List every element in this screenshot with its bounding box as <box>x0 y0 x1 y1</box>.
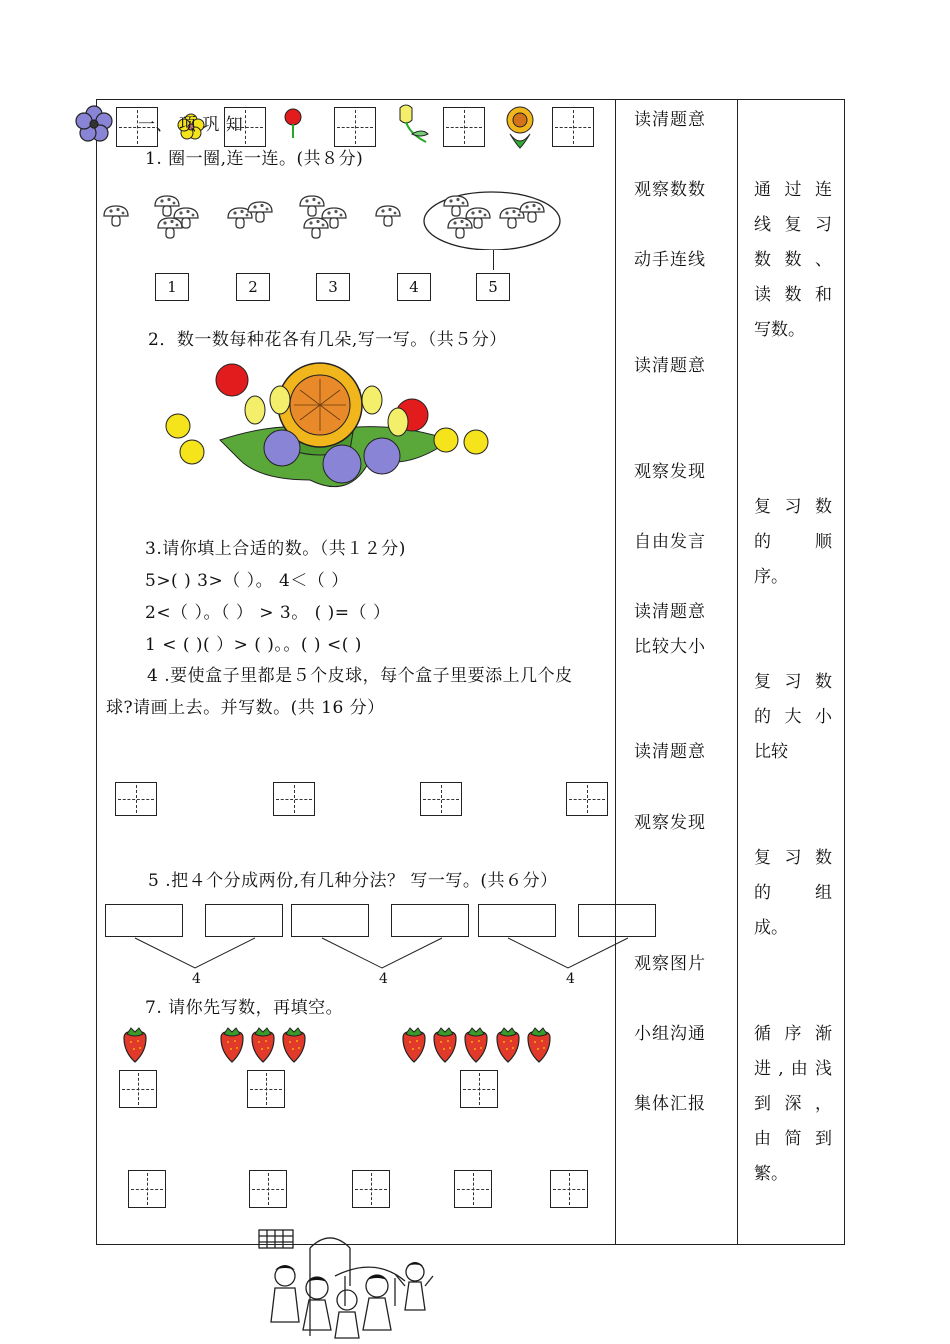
number-box-4[interactable]: 4 <box>397 273 431 301</box>
write-box[interactable] <box>420 782 462 816</box>
split-box[interactable] <box>291 904 369 937</box>
write-box[interactable] <box>128 1170 166 1208</box>
q5-prompt: 5 .把４个分成两份,有几种分法？ 写一写。(共６分） <box>148 871 558 891</box>
strawberry-rows <box>118 1026 558 1066</box>
number-box-5[interactable]: 5 <box>476 273 510 301</box>
q4-prompt-line1: 4 .要使盒子里都是５个皮球，每个盒子里要添上几个皮 <box>147 666 573 686</box>
column-divider-2 <box>737 99 738 1245</box>
q2-prompt: 2．数一数每种花各有几朵,写一写。（共５分） <box>148 330 507 350</box>
split-box[interactable] <box>478 904 556 937</box>
split-box[interactable] <box>105 904 183 937</box>
section-title: 一、 项 巩 知 <box>138 115 244 135</box>
connector-line <box>493 250 494 270</box>
write-box[interactable] <box>224 107 266 147</box>
activity: 观察发现 <box>634 813 706 833</box>
number-box-1[interactable]: 1 <box>155 273 189 301</box>
strawberry-icon <box>124 1028 146 1062</box>
write-box[interactable] <box>460 1070 498 1108</box>
q3-prompt: 3.请你填上合适的数。（共１２分) <box>145 539 406 559</box>
objective-2: 复习数 的 顺 序。 <box>754 497 832 587</box>
activity: 集体汇报 <box>634 1094 706 1114</box>
activity: 读清题意 <box>634 110 706 130</box>
activity: 观察数数 <box>634 180 706 200</box>
split-connector-lines <box>100 935 660 975</box>
q3-row-3[interactable]: 1 < ( )( ）> ( )。。( ) <( ) <box>145 635 362 655</box>
write-box[interactable] <box>273 782 315 816</box>
write-box[interactable] <box>334 107 376 147</box>
write-box[interactable] <box>550 1170 588 1208</box>
q3-row-1[interactable]: 5>( ) 3>（ ）。 4＜（ ） <box>145 571 349 591</box>
split-box[interactable] <box>578 904 656 937</box>
write-box[interactable] <box>247 1070 285 1108</box>
flower-red-icon <box>282 108 304 138</box>
activity: 读清题意 <box>634 356 706 376</box>
write-box[interactable] <box>119 1070 157 1108</box>
activity: 动手连线 <box>634 250 706 270</box>
column-divider-1 <box>615 99 616 1245</box>
number-box-2[interactable]: 2 <box>236 273 270 301</box>
activity: 读清题意 <box>634 602 706 622</box>
split-total-3: 4 <box>566 971 575 987</box>
split-total-2: 4 <box>379 971 388 987</box>
flower-purple-icon <box>74 104 114 144</box>
split-box[interactable] <box>205 904 283 937</box>
activity: 自由发言 <box>634 532 706 552</box>
q4-prompt-line2: 球?请画上去。并写数。(共 16 分） <box>106 698 385 718</box>
q3-row-2[interactable]: 2<（ ）。（ ） > 3。 ( )=（ ） <box>145 603 391 623</box>
objective-5: 循序渐 进,由浅 到深， 由简到 繁。 <box>754 1024 832 1184</box>
split-total-1: 4 <box>192 971 201 987</box>
write-box[interactable] <box>115 782 157 816</box>
write-box[interactable] <box>352 1170 390 1208</box>
q1-prompt: 1. 圈一圈,连一连。(共８分) <box>145 149 364 169</box>
write-box[interactable] <box>454 1170 492 1208</box>
split-box[interactable] <box>391 904 469 937</box>
activity: 观察图片 <box>634 954 706 974</box>
activity: 比较大小 <box>634 637 706 657</box>
objective-4: 复习数 的 组 成。 <box>754 848 832 938</box>
sunflower-icon <box>500 104 540 150</box>
children-playground-image <box>255 1226 435 1342</box>
tulip-icon <box>392 104 432 148</box>
write-box[interactable] <box>552 107 594 147</box>
mushroom-groups <box>100 188 570 250</box>
write-box[interactable] <box>443 107 485 147</box>
number-box-3[interactable]: 3 <box>316 273 350 301</box>
write-box[interactable] <box>249 1170 287 1208</box>
activity: 小组沟通 <box>634 1024 706 1044</box>
objective-3: 复习数 的大小 比较 <box>754 672 832 762</box>
q7-prompt: 7. 请你先写数，再填空。 <box>145 998 344 1018</box>
write-box[interactable] <box>566 782 608 816</box>
mushroom-icon <box>104 206 128 226</box>
activity: 读清题意 <box>634 742 706 762</box>
activity: 观察发现 <box>634 462 706 482</box>
flower-bouquet-image <box>160 360 500 500</box>
objective-1: 通过连 线复习 数数、 读数和 写数。 <box>754 180 832 340</box>
